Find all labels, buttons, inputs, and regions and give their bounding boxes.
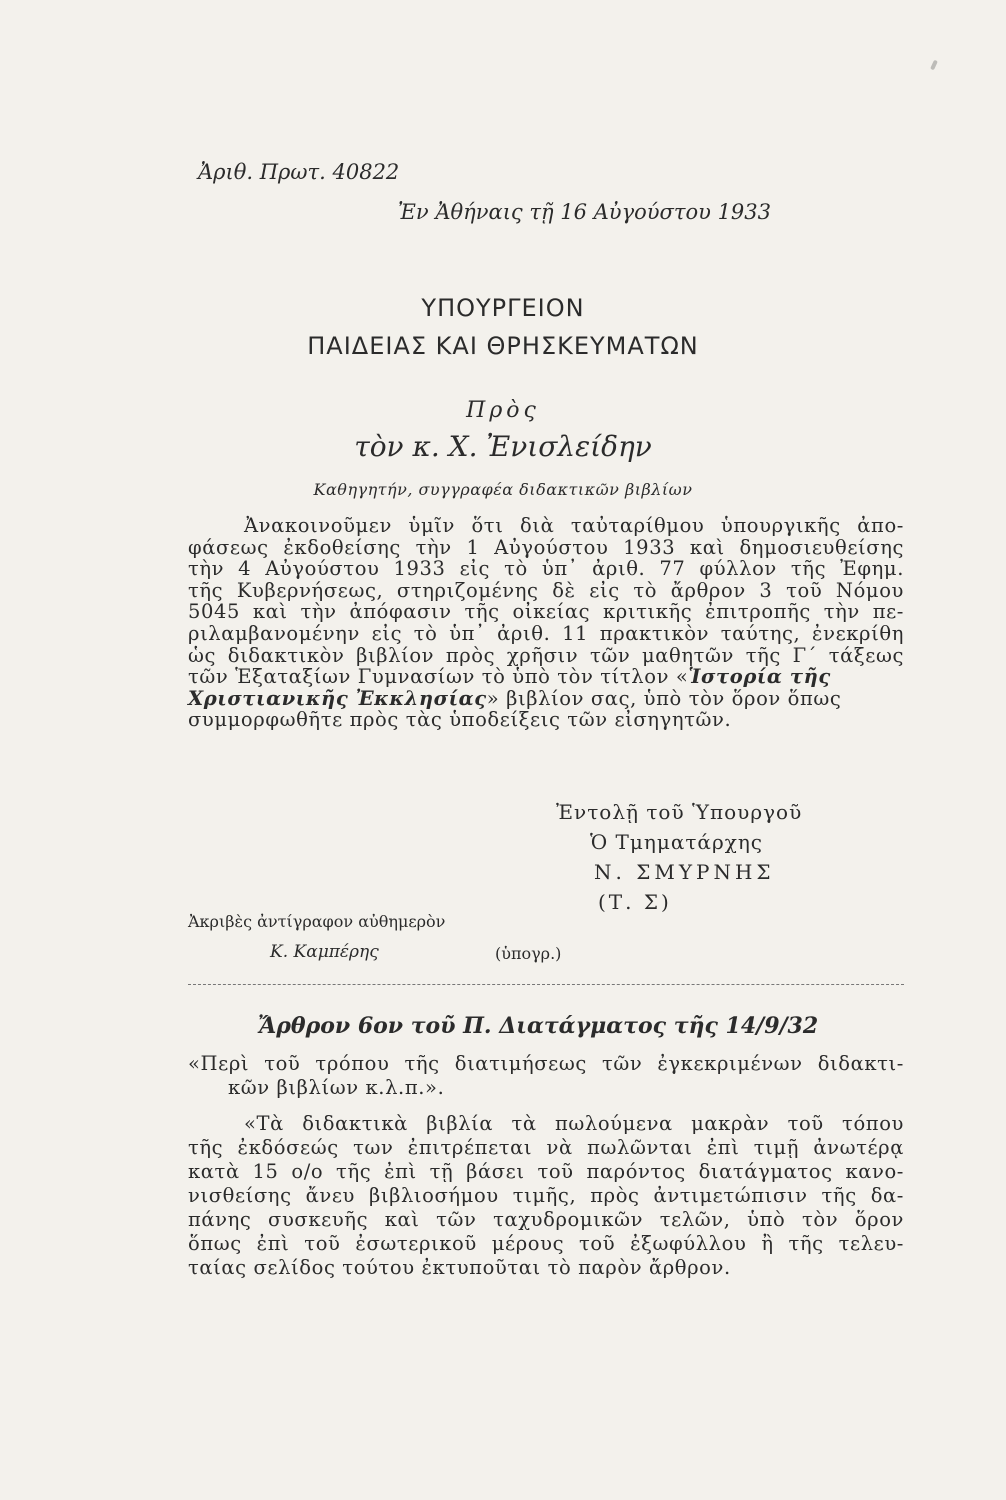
protocol-reference: Ἀριθ. Πρωτ. 40822 [198, 160, 400, 184]
article-intro-line: «Περὶ τοῦ τρόπου τῆς διατιμήσεως τῶν ἐγκεκριμένων διδακτι- [188, 1052, 904, 1075]
ministry-title-line-2: ΠΑΙΔΕΙΑΣ ΚΑΙ ΘΡΗΣΚΕΥΜΑΤΩΝ [307, 332, 699, 360]
signature-order: Ἐντολῇ τοῦ Ὑπουργοῦ [556, 800, 803, 824]
letter-line: φάσεως ἐκδοθείσης τὴν 1 Αὐγούστου 1933 καὶ δημοσιευθείσης [188, 535, 904, 559]
letter-line: Ἀνακοινοῦμεν ὑμῖν ὅτι διὰ ταὐταρίθμου ὑπουργικῆς ἀπο- [244, 514, 904, 537]
certified-copy-signed: (ὑπογρ.) [495, 944, 562, 963]
paper-speck [930, 60, 938, 71]
article-line: τῆς ἐκδόσεώς των ἐπιτρέπεται νὰ πωλῶνται ἐπὶ τιμῇ ἀνωτέρᾳ [188, 1136, 904, 1159]
book-title-part-1: Ἱστορία τῆς [688, 665, 831, 689]
certified-copy-name: Κ. Καμπέρης [270, 942, 379, 962]
letter-body [188, 515, 904, 731]
letter-line: ὡς διδακτικὸν βιβλίον πρὸς χρῆσιν τῶν μαθητῶν τῆς Γ΄ τάξεως [188, 643, 904, 667]
paragraph-gap [188, 1100, 904, 1112]
addressee-name: τὸν κ. Χ. Ἐνισλείδην [354, 430, 652, 463]
article-line: «Τὰ διδακτικὰ βιβλία τὰ πωλούμενα μακρὰν τοῦ τόπου [244, 1112, 904, 1135]
letter-line [188, 688, 904, 710]
article-line: κατὰ 15 ο/ο τῆς ἐπὶ τῇ βάσει τοῦ παρόντος διατάγματος κανο- [188, 1160, 904, 1183]
letter-line: τὴν 4 Αὐγούστου 1933 εἰς τὸ ὑπ᾽ ἀριθ. 77 φύλλον τῆς Ἐφημ. [188, 557, 904, 581]
article-intro-line: κῶν βιβλίων κ.λ.π.». [228, 1076, 445, 1099]
signature-name: Ν. ΣΜΥΡΝΗΣ [594, 860, 775, 884]
letter-line: συμμορφωθῆτε πρὸς τὰς ὑποδείξεις τῶν εἰσηγητῶν. [188, 708, 732, 732]
addressee-label: Πρὸς [466, 398, 540, 423]
letter-line [188, 666, 904, 688]
date-line: Ἐν Ἀθήναις τῇ 16 Αὐγούστου 1933 [398, 200, 772, 224]
article-body [188, 1052, 904, 1280]
article-line: ταίας σελίδος τούτου ἐκτυποῦται τὸ παρὸν ἄρθρον. [188, 1256, 731, 1279]
letter-line-text: » βιβλίον σας, ὑπὸ τὸν ὅρον ὅπως [486, 686, 842, 710]
letter-line: ριλαμβανομένην εἰς τὸ ὑπ᾽ ἀριθ. 11 πρακτικὸν ταύτης, ἐνεκρίθη [188, 621, 904, 645]
article-line: νισθείσης ἄνευ βιβλιοσήμου τιμῆς, πρὸς ἀντιμετώπισιν τῆς δα- [188, 1184, 904, 1207]
article-line: πάνης συσκευῆς καὶ τῶν ταχυδρομικῶν τελῶν, ὑπὸ τὸν ὅρον [188, 1208, 904, 1231]
article-heading: Ἄρθρον 6ον τοῦ Π. Διατάγματος τῆς 14/9/32 [258, 1013, 819, 1039]
letter-line-text: τῶν Ἑξαταξίων Γυμνασίων τὸ ὑπὸ τὸν τίτλον « [188, 665, 689, 689]
letter-line: τῆς Κυβερνήσεως, στηριζομένης δὲ εἰς τὸ ἄρθρον 3 τοῦ Νόμου [188, 578, 904, 602]
addressee-title: Καθηγητήν, συγγραφέα διδακτικῶν βιβλίων [313, 480, 693, 499]
book-title-part-2: Χριστιανικῆς Ἐκκλησίας [188, 686, 487, 710]
section-divider [188, 984, 904, 985]
signature-initials: (Τ. Σ) [598, 890, 672, 914]
certified-copy-label: Ἀκριβὲς ἀντίγραφον αὐθημερὸν [188, 912, 446, 931]
signature-role: Ὁ Τμηματάρχης [590, 830, 763, 854]
article-line: ὅπως ἐπὶ τοῦ ἐσωτερικοῦ μέρους τοῦ ἐξωφύλλου ἢ τῆς τελευ- [188, 1232, 904, 1255]
ministry-title-line-1: ΥΠΟΥΡΓΕΙΟΝ [421, 294, 585, 322]
letter-line: 5045 καὶ τὴν ἀπόφασιν τῆς οἰκείας κριτικῆς ἐπιτροπῆς τὴν πε- [188, 600, 904, 624]
